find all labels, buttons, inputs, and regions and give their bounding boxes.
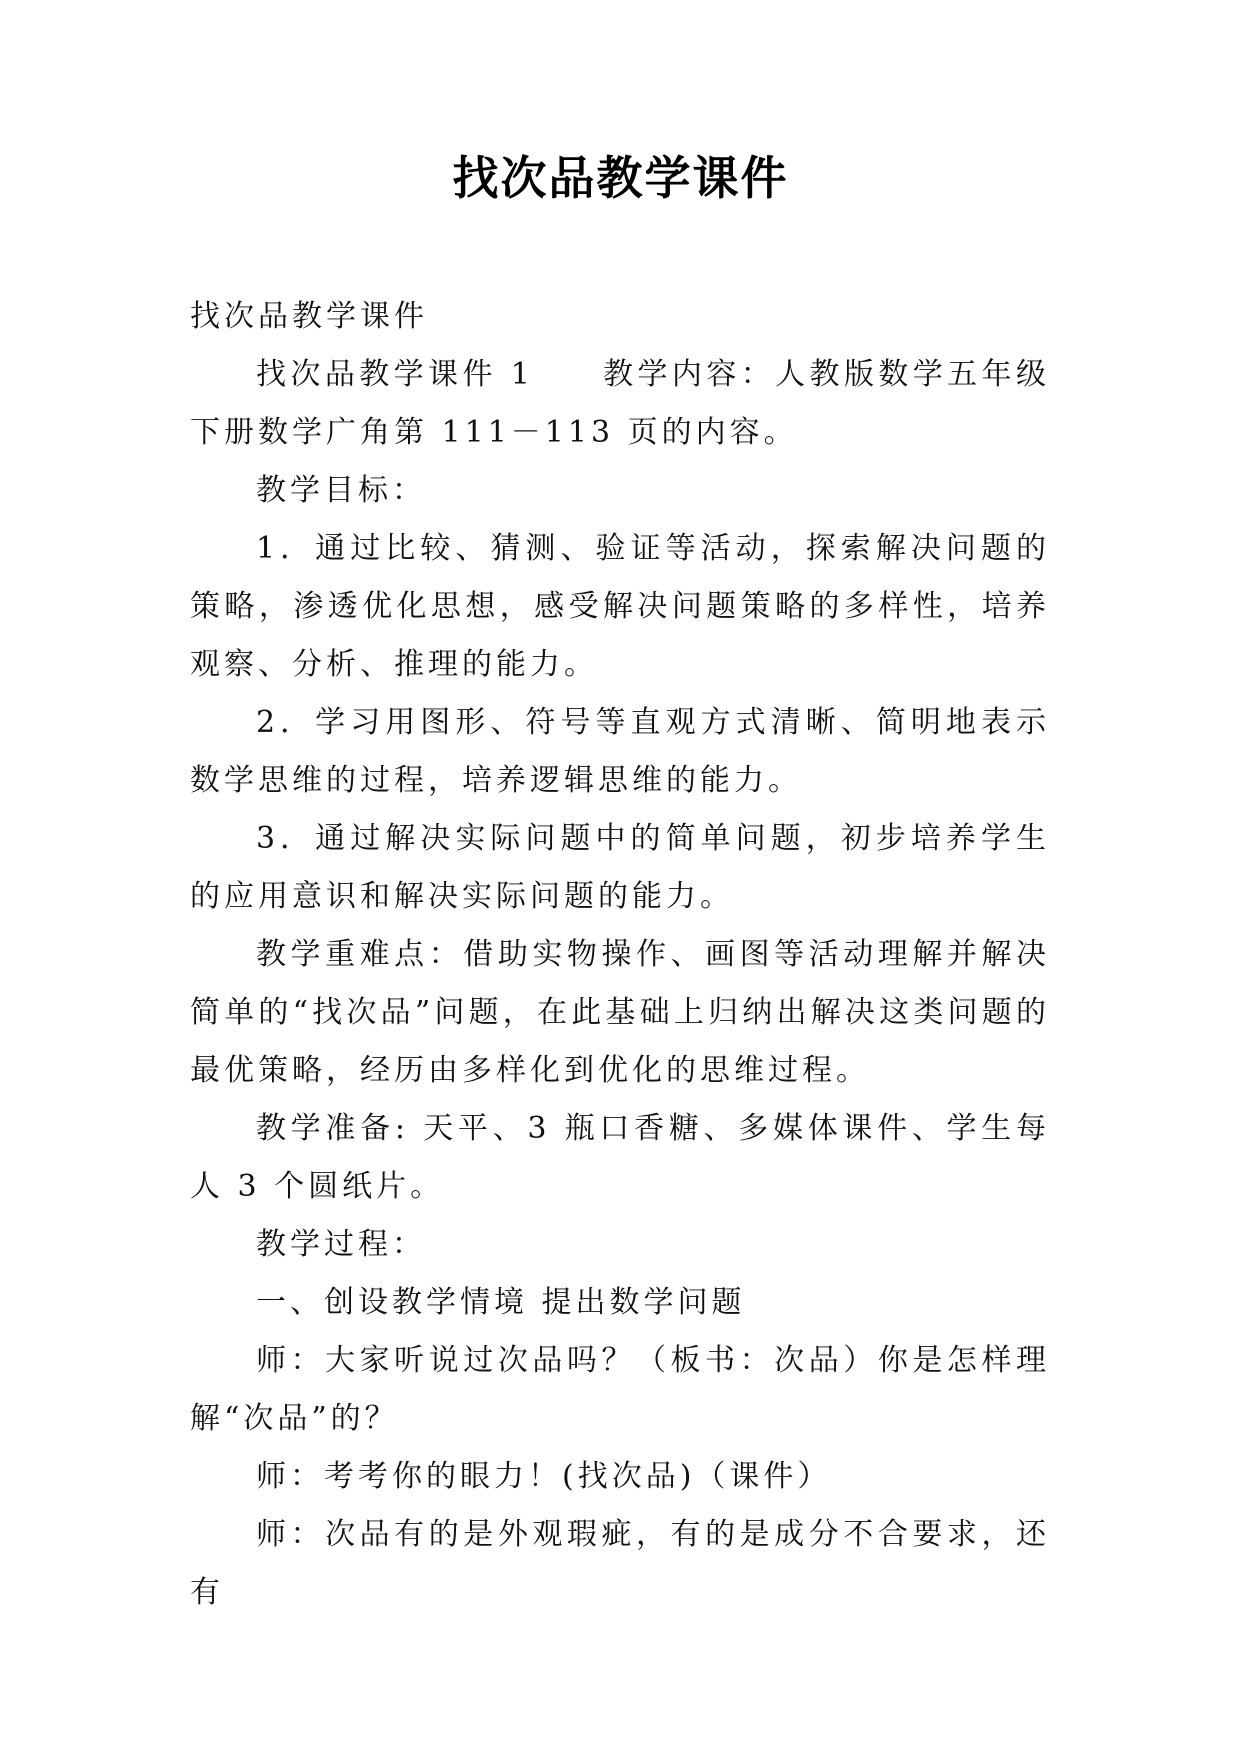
- paragraph-teacher-2: 师：考考你的眼力！(找次品)（课件）: [256, 1459, 832, 1494]
- document-body: [190, 288, 1050, 1622]
- paragraph-teacher-1: 师：大家听说过次品吗？（板书：次品）你是怎样理解“次品”的？: [190, 1343, 1050, 1436]
- paragraph-section-1: 一、创设教学情境 提出数学问题: [256, 1285, 746, 1320]
- paragraph-preparation: 教学准备: 天平、3 瓶口香糖、多媒体课件、学生每人 3 个圆纸片。: [190, 1111, 1050, 1204]
- paragraph-teacher-3: 师：次品有的是外观瑕疵，有的是成分不合要求，还有: [190, 1517, 1050, 1610]
- paragraph-goal-3: 3．通过解决实际问题中的简单问题，初步培养学生的应用意识和解决实际问题的能力。: [190, 821, 1050, 914]
- paragraph-goal-2: 2．学习用图形、符号等直观方式清晰、简明地表示数学思维的过程，培养逻辑思维的能力。: [190, 705, 1050, 798]
- paragraph-goal-1: 1．通过比较、猜测、验证等活动，探索解决问题的策略，渗透优化思想，感受解决问题策略的多样性，培养观察、分析、推理的能力。: [190, 531, 1050, 682]
- paragraph-teaching-content: 找次品教学课件 1 教学内容：人教版数学五年级下册数学广角第 111－113 页的内容。: [190, 357, 1050, 450]
- paragraph-key-difficulties: 教学重难点：借助实物操作、画图等活动理解并解决简单的“找次品”问题，在此基础上归纳出解决这类问题的最优策略，经历由多样化到优化的思维过程。: [190, 937, 1050, 1088]
- paragraph-heading: 找次品教学课件: [190, 299, 428, 334]
- paragraph-teaching-goals-label: 教学目标：: [256, 473, 426, 508]
- paragraph-process-label: 教学过程：: [256, 1227, 426, 1262]
- document-title: 找次品教学课件: [452, 151, 789, 205]
